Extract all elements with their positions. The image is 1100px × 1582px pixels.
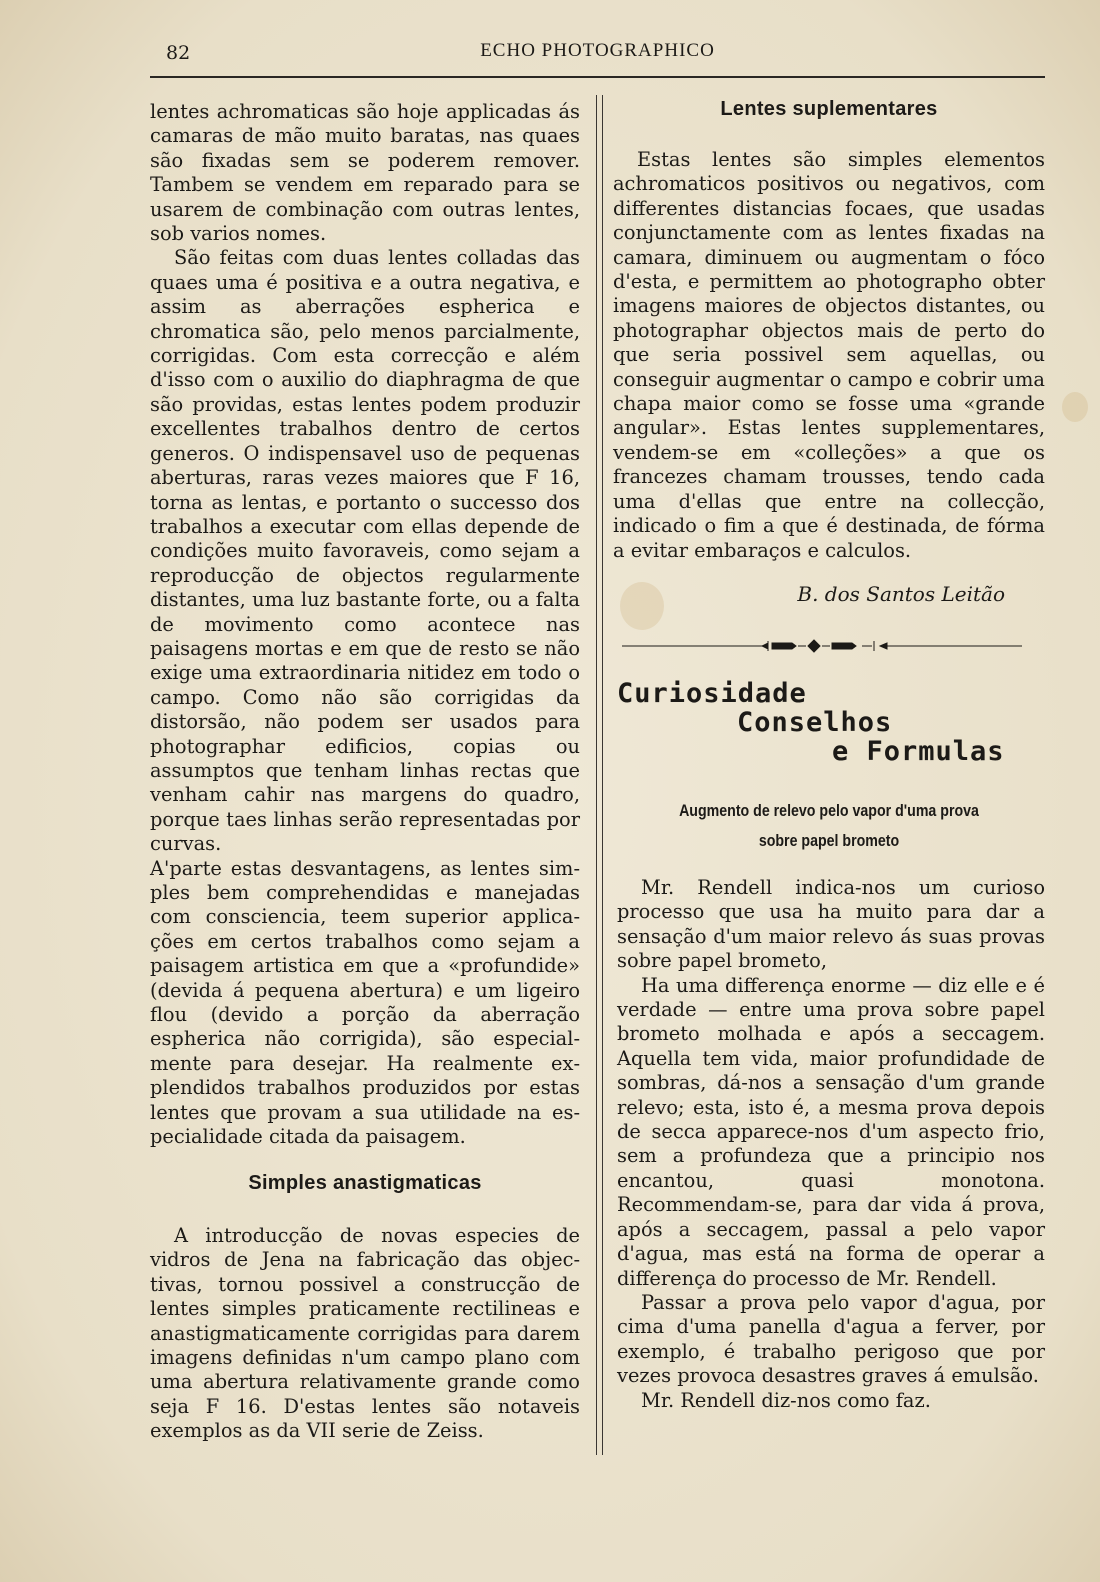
paragraph: A introducção de novas especies de vidros de Jena na fabricação das objectivas, tornou possivel a construcção de lentes simples praticamente rectilineas e anastigmaticamente corrigidas para darem imagens definidas n'um campo plano com uma abertura relativamente grande como seja F 16. D'estas lentes são notaveis exemplos as da VII serie de Zeiss. [150, 1224, 580, 1443]
left-column [150, 100, 580, 1149]
right-column-continued [617, 876, 1045, 1413]
paragraph: São feitas com duas lentes colladas das quaes uma é positiva e a outra negativa, e assim as aberrações espherica e chromatica são, pelo menos parcialmente, corrigidas. Com esta correcção e além d'isso com o auxilio do diaphragma de que são providas, estas lentes podem produzir excellentes trabalhos dentro de certos generos. O indispensavel uso de pequenas aberturas, raras vezes maiores que F 16, torna as lentas, e portanto o successo dos trabalhos a executar com ellas depende de condições muito favoraveis, como sejam a reproducção de objectos regularmente distantes, uma luz bastante forte, ou a falta de movimento como acontece nas paisagens mortas e em que de resto se não exige uma extraordinaria nitidez em todo o campo. Como não são corrigidas da distorsão, não podem ser usados para photographar edificios, copias ou assumptos que tenham linhas rectas que venham cahir nas margens do quadro, porque taes linhas serão representadas por curvas. [150, 246, 580, 856]
paragraph: A'parte estas desvantagens, as lentes simples bem comprehendidas e manejadas com consciencia, teem superior applicações em certos trabalhos como sejam a paisagem artistica em que a «profundide» (devida á pequena abertura) e um ligeiro flou (devido a porção da aberração espherica não corrigida), são especialmente para desejar. Ha realmente explendidos trabalhos produzidos por estas lentes que provam a sua utilidade na especialidade citada da paisagem. [150, 856, 580, 1149]
section-heading-anastigmaticas: Simples anastigmaticas [248, 1172, 482, 1194]
section-heading-suplementares: Lentes suplementares [720, 98, 938, 120]
paragraph: Mr. Rendell indica-nos um curioso processo que usa ha muito para dar a sensação d'um maior relevo ás suas provas sobre papel brometo, [617, 876, 1045, 973]
paragraph: Mr. Rendell diz-nos como faz. [641, 1388, 931, 1412]
author-signature: B. dos Santos Leitão [797, 582, 1005, 606]
paragraph: lentes achromaticas são hoje applicadas ás camaras de mão muito baratas, nas quaes são fixadas sem se poderem remover. Tambem se vendem em reparado para se usarem de combinação com outras lentes, sob varios nomes. [150, 100, 580, 246]
ornamental-divider [622, 636, 1022, 656]
page-header [150, 38, 1045, 68]
section-title-conselhos: Conselhos [737, 707, 893, 738]
article-subheading-line: Augmento de relevo pelo vapor d'uma prova [679, 802, 979, 820]
paragraph: Ha uma differença enorme — diz elle e é verdade — entre uma prova sobre papel brometo molhada e após a seccagem. Aquella tem vida, maior profundidade de sombras, dá-nos a sensação d'um grande relevo; esta, isto é, a mesma prova depois de secca apparece-nos d'um aspecto frio, sem a profundeza que a principio nos encantou, quasi monotona. Recommendam-se, para dar vida á prova, após a seccagem, passal a pelo vapor d'agua, mas está na forma de operar a differença do processo de Mr. Rendell. [617, 973, 1045, 1290]
left-column-continued [150, 1224, 580, 1444]
running-title: ECHO PHOTOGRAPHICO [480, 40, 715, 61]
article-subheading-line: sobre papel brometo [758, 832, 900, 850]
page-number: 82 [166, 42, 191, 64]
column-divider [596, 95, 603, 1455]
section-title-curiosidade: Curiosidade [617, 678, 807, 709]
paragraph: Passar a prova pelo vapor d'agua, por cima d'uma panella d'agua a ferver, por exemplo, é trabalho perigoso que por vezes provoca desastres graves á emulsão. [617, 1290, 1045, 1388]
right-column [613, 148, 1045, 563]
article-subheading [643, 796, 1015, 856]
paper-stain [1062, 392, 1088, 422]
paragraph: Estas lentes são simples elementos achromaticos positivos ou negativos, com differentes distancias focaes, que usadas conjunctamente com as lentes fixadas na camara, diminuem ou augmentam o fóco d'esta, e permittem ao photographo obter imagens maiores de objectos distantes, ou photographar objectos mais de perto do que seria possivel sem aquellas, ou conseguir augmentar o campo e cobrir uma chapa maior como se fosse uma «grande angular». Estas lentes supplementares, vendem-se em «colleções» a que os francezes chamam trousses, tendo cada uma d'ellas que entre na collecção, indicado o fim a que é destinada, de fórma a evitar embaraços e calculos. [613, 148, 1045, 562]
header-rule [150, 76, 1045, 78]
section-title-formulas: e Formulas [832, 736, 1005, 767]
